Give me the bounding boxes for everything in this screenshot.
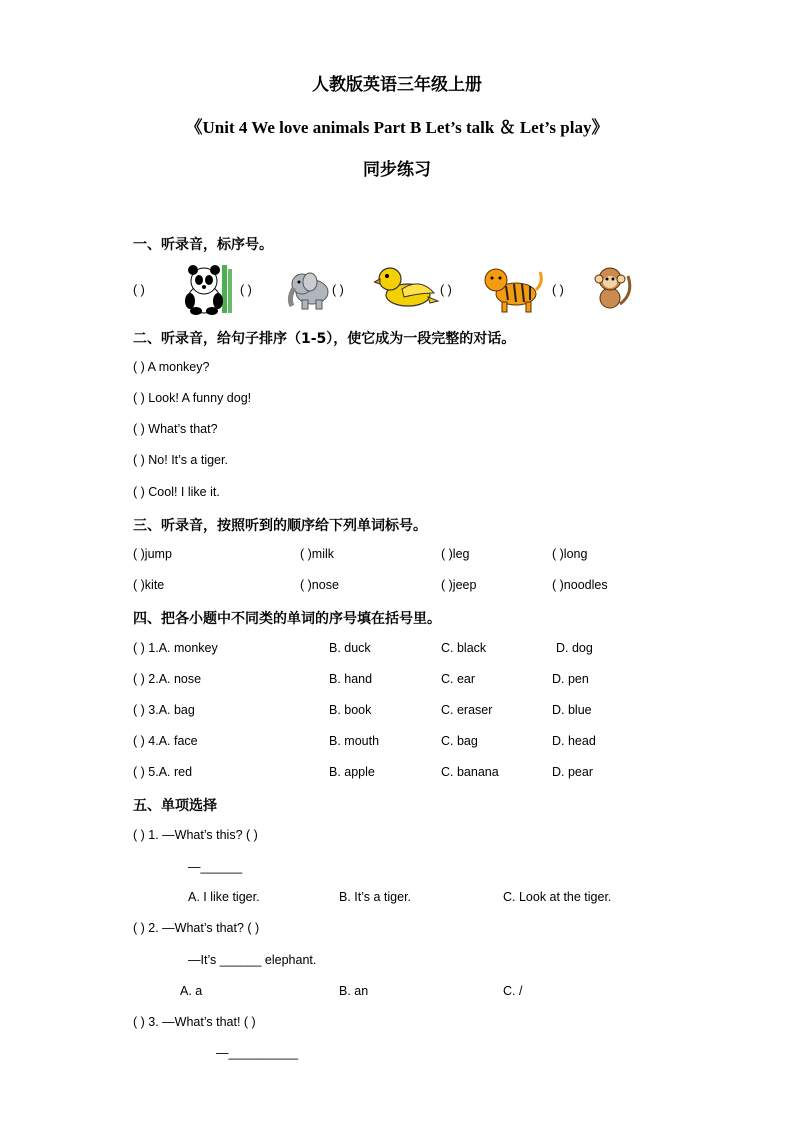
answer-blank-1[interactable]: ( )	[133, 283, 145, 297]
answer-blank-2[interactable]: ( )	[240, 283, 252, 297]
elephant-icon	[286, 268, 334, 310]
classify-q2-d: D. pen	[552, 672, 589, 686]
section-3-heading: 三、听录音，按照听到的顺序给下列单词标号。	[133, 518, 427, 534]
classify-q5-d: D. pear	[552, 765, 593, 779]
classify-q4-d: D. head	[552, 734, 596, 748]
word-kite[interactable]: ( )kite	[133, 578, 165, 592]
classify-q5[interactable]: ( ) 5.A. red	[133, 765, 193, 779]
choice-q1-answer: —______	[188, 860, 243, 874]
word-long[interactable]: ( )long	[552, 547, 588, 561]
word-jeep[interactable]: ( )jeep	[441, 578, 477, 592]
choice-q2-option-b[interactable]: B. an	[339, 984, 369, 998]
bird-icon	[374, 263, 440, 311]
classify-q3-d: D. blue	[552, 703, 592, 717]
choice-q3-answer: —__________	[216, 1046, 299, 1060]
classify-q4-b: B. mouth	[329, 734, 380, 748]
dialog-line-5[interactable]: ( ) Cool! I like it.	[133, 485, 220, 499]
answer-blank-3[interactable]: ( )	[332, 283, 344, 297]
choice-q1-option-a[interactable]: A. I like tiger.	[188, 890, 260, 904]
classify-q3-b: B. book	[329, 703, 372, 717]
choice-q1-option-b[interactable]: B. It’s a tiger.	[339, 890, 412, 904]
dialog-line-2[interactable]: ( ) Look! A funny dog!	[133, 391, 252, 405]
word-noodles[interactable]: ( )noodles	[552, 578, 608, 592]
word-jump[interactable]: ( )jump	[133, 547, 172, 561]
unit-title: 《Unit 4 We love animals Part B Let’s talk ＆ Let’s play》	[185, 118, 609, 137]
dialog-line-3[interactable]: ( ) What’s that?	[133, 422, 218, 436]
classify-q5-b: B. apple	[329, 765, 375, 779]
classify-q2-c: C. ear	[441, 672, 476, 686]
section-2-heading: 二、听录音，给句子排序（1-5），使它成为一段完整的对话。	[133, 331, 516, 347]
choice-q3-stem[interactable]: ( ) 3. —What’s that! ( )	[133, 1015, 256, 1029]
section-5-heading: 五、单项选择	[133, 798, 217, 814]
word-milk[interactable]: ( )milk	[300, 547, 335, 561]
choice-q2-answer: —It’s ______ elephant.	[188, 953, 317, 967]
choice-q1-stem[interactable]: ( ) 1. —What’s this? ( )	[133, 828, 258, 842]
classify-q2[interactable]: ( ) 2.A. nose	[133, 672, 202, 686]
section-4-heading: 四、把各小题中不同类的单词的序号填在括号里。	[133, 611, 441, 627]
choice-q1-option-c[interactable]: C. Look at the tiger.	[503, 890, 612, 904]
word-leg[interactable]: ( )leg	[441, 547, 470, 561]
classify-q4-c: C. bag	[441, 734, 478, 748]
choice-q2-option-c[interactable]: C. /	[503, 984, 523, 998]
classify-q3-c: C. eraser	[441, 703, 493, 717]
page-subtitle: 同步练习	[363, 160, 431, 180]
tiger-icon	[480, 262, 544, 314]
page-title: 人教版英语三年级上册	[312, 75, 482, 95]
choice-q2-stem[interactable]: ( ) 2. —What’s that? ( )	[133, 921, 260, 935]
classify-q1-b: B. duck	[329, 641, 371, 655]
classify-q4[interactable]: ( ) 4.A. face	[133, 734, 198, 748]
choice-q2-option-a[interactable]: A. a	[180, 984, 203, 998]
classify-q1[interactable]: ( ) 1.A. monkey	[133, 641, 218, 655]
word-nose[interactable]: ( )nose	[300, 578, 339, 592]
panda-icon	[182, 263, 238, 315]
dialog-line-1[interactable]: ( ) A monkey?	[133, 360, 210, 374]
section-1-heading: 一、听录音，标序号。	[133, 237, 273, 253]
classify-q1-d: D. dog	[556, 641, 593, 655]
classify-q1-c: C. black	[441, 641, 487, 655]
classify-q3[interactable]: ( ) 3.A. bag	[133, 703, 195, 717]
classify-q2-b: B. hand	[329, 672, 373, 686]
answer-blank-4[interactable]: ( )	[440, 283, 452, 297]
classify-q5-c: C. banana	[441, 765, 499, 779]
answer-blank-5[interactable]: ( )	[552, 283, 564, 297]
dialog-line-4[interactable]: ( ) No! It’s a tiger.	[133, 453, 228, 467]
monkey-icon	[590, 264, 638, 312]
